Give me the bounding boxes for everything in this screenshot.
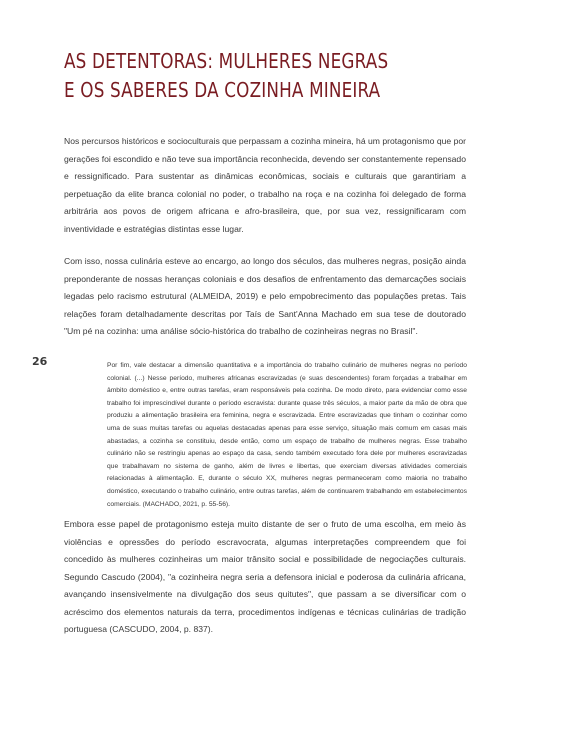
block-quote: Por fim, vale destacar a dimensão quantitativa e a importância do trabalho culinário de mulheres negras no período colonial. (...) Nesse período, mulheres africanas escravizadas (e suas descendentes) foram forçadas a trabalhar em âmbito doméstico e, entre outras tarefas, eram responsáveis pela cozinha. De modo direto, para evidenciar como esse trabalho foi imprescindível durante o período escravista: durante quase três séculos, a maior parte da mão de obra que produziu a alimentação brasileira era feminina, negra e escravizada. Entre escravizadas que tinham o cozinhar como uma de suas muitas tarefas ou aquelas destacadas apenas para esse serviço, situação mais comum em casas mais abastadas, a cozinha se constituiu, desde então, como um espaço de trabalho de mulheres negras. Esse trabalho culinário não se restringiu apenas ao espaço da casa, sendo também executado fora dele por mulheres escravizadas que trabalhavam no sistema de ganho, além de livres e libertas, que exerciam diversas atividades comerciais relacionadas à alimentação. E, durante o século XX, mulheres negras permaneceram como maioria no trabalho doméstico, executando o trabalho culinário, entre outras tarefas, além de continuarem trabalhando em estabelecimentos comerciais. (MACHADO, 2021, p. 55-56). bbox=[107, 362, 467, 508]
chapter-title-line-1: AS DETENTORAS: MULHERES NEGRAS bbox=[64, 49, 389, 73]
body-paragraph-3: Embora esse papel de protagonismo esteja muito distante de ser o fruto de uma escolha, em meio às violências e opressões do período escravocrata, algumas interpretações compreendem que foi concedido às mulheres cozinheiras um maior trânsito social e possibilidade de negociações culturais. Segundo Cascudo (2004), "a cozinheira negra seria a defensora inicial e poderosa da culinária africana, avançando insensivelmente na divulgação dos seus quitutes", que passam a se diversificar com o acréscimo dos elementos naturais da terra, procedimentos indígenas e técnicas culinárias de tradição portuguesa (CASCUDO, 2004, p. 837). bbox=[64, 519, 466, 634]
page-number: 26 bbox=[32, 355, 48, 368]
body-paragraph-2: Com isso, nossa culinária esteve ao encargo, ao longo dos séculos, das mulheres negras, posição ainda preponderante de nossas heranças coloniais e dos desafios de enfrentamento das demarcações sociais legadas pelo racismo estrutural (ALMEIDA, 2019) e pelo empobrecimento das populações pretas. Tais relações foram detalhadamente descritas por Taís de Sant'Anna Machado em sua tese de doutorado "Um pé na cozinha: uma análise sócio-histórica do trabalho de cozinheiras negras no Brasil". bbox=[64, 256, 466, 336]
body-paragraph-1: Nos percursos históricos e socioculturais que perpassam a cozinha mineira, há um protagonismo que por gerações foi escondido e não teve sua importância reconhecida, devendo ser constantemente repensado e ressignificado. Para sustentar as dinâmicas econômicas, sociais e culturais que garantiriam a perpetuação da elite branca colonial no poder, o trabalho na roça e na cozinha foi delegado de forma arbitrária aos povos de origem africana e afro-brasileira, que, por sua vez, ressignificaram com inventividade e estratégias distintas esse lugar. bbox=[64, 136, 466, 234]
chapter-title-line-2: E OS SABERES DA COZINHA MINEIRA bbox=[64, 78, 381, 102]
chapter-title bbox=[64, 47, 425, 105]
